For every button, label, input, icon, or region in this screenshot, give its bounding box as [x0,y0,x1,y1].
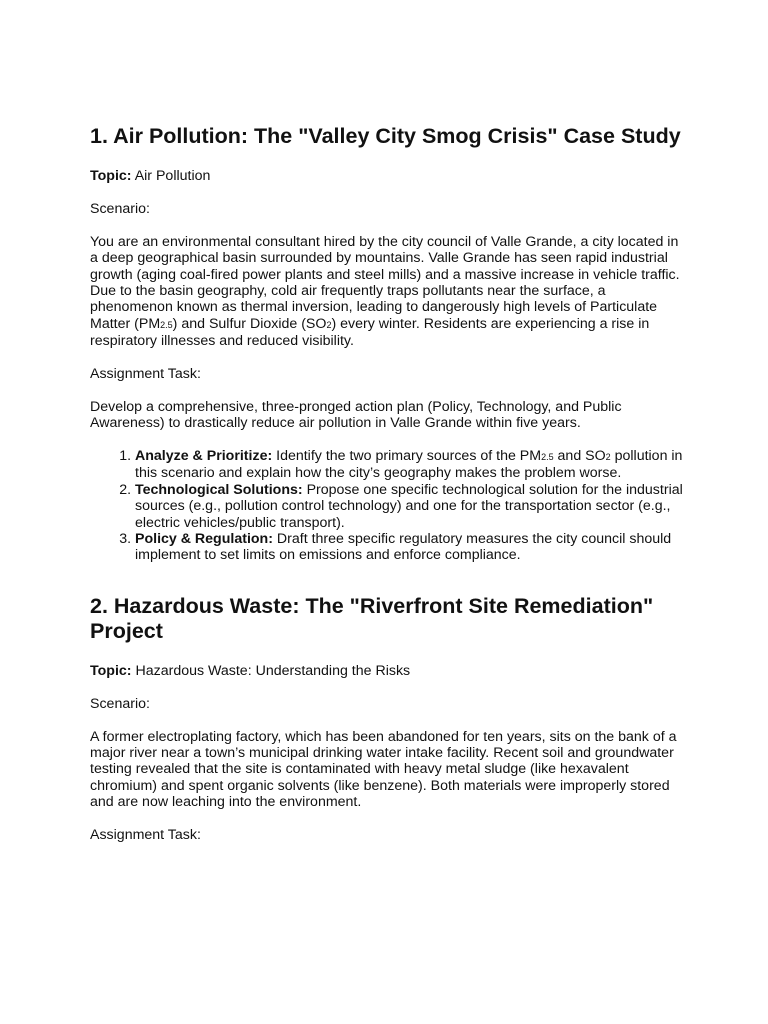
task-text: and SO [553,447,606,464]
topic-value: Hazardous Waste: Understanding the Risks [135,662,411,679]
so-subscript: 2 [326,319,332,330]
section-2-scenario-label: Scenario: [90,695,150,712]
so-subscript: 2 [605,451,611,462]
section-2-title: 2. Hazardous Waste: The "Riverfront Site Remediation" Project [90,593,654,643]
scenario-text-part: ) every winter. Residents are experiencing a rise in respiratory illnesses and reduced visibility. [90,315,650,350]
topic-label: Topic: [90,168,132,184]
section-2-topic [90,663,690,679]
pm-subscript: 2.5 [541,451,554,462]
scenario-text-part: ) and Sulfur Dioxide (SO [172,315,327,332]
pm-subscript: 2.5 [160,319,173,330]
list-item [135,482,690,531]
section-1-scenario-label: Scenario: [90,200,150,217]
section-1-task-list [90,448,690,564]
scenario-text-part: You are an environmental consultant hired by the city council of Valle Grande, a city located in a deep geographical basin surrounded by mountains. Valle Grande has seen rapid industrial growth (aging coal-fired power plants and steel mills) and a massive increase in vehicle traffic. Due to the basin geography, cold air frequently traps pollutants near the surface, a phenomenon known as thermal inversion, leading to dangerously high levels of Particulate Matter (PM [90,233,680,332]
list-item [135,448,690,482]
document-page [90,124,690,843]
section-1-scenario-text [90,234,690,350]
topic-label: Topic: [90,662,132,679]
section-1-title: 1. Air Pollution: The "Valley City Smog Crisis" Case Study [90,124,681,148]
task-text: Draft three specific regulatory measures the city council should implement to set limits on emissions and enforce compliance. [135,530,672,564]
task-label: Analyze & Prioritize: [135,447,273,464]
section-1-assignment-text: Develop a comprehensive, three-pronged action plan (Policy, Technology, and Public Awareness) to drastically reduce air pollution in Valle Grande within five years. [90,399,622,432]
section-2-assignment-label: Assignment Task: [90,827,201,844]
task-label: Policy & Regulation: [135,530,273,547]
section-1-topic [90,168,690,184]
list-item [135,531,690,564]
task-label: Technological Solutions: [135,481,303,498]
task-text: pollution in this scenario and explain how the city’s geography makes the problem worse. [135,447,683,482]
section-1-assignment-label: Assignment Task: [90,366,201,383]
section-2-scenario-text: A former electroplating factory, which has been abandoned for ten years, sits on the bank of a major river near a town’s municipal drinking water intake facility. Recent soil and groundwater testing revealed that the site is contaminated with heavy metal sludge (like hexavalent chromium) and spent organic solvents (like benzene). Both materials were improperly stored and are now leaching into the environment. [90,728,677,811]
task-text: Identify the two primary sources of the PM [272,447,542,464]
task-text: Propose one specific technological solution for the industrial sources (e.g., pollution control technology) and one for the transportation sector (e.g., electric vehicles/public transport). [135,481,683,531]
topic-value: Air Pollution [134,168,211,184]
